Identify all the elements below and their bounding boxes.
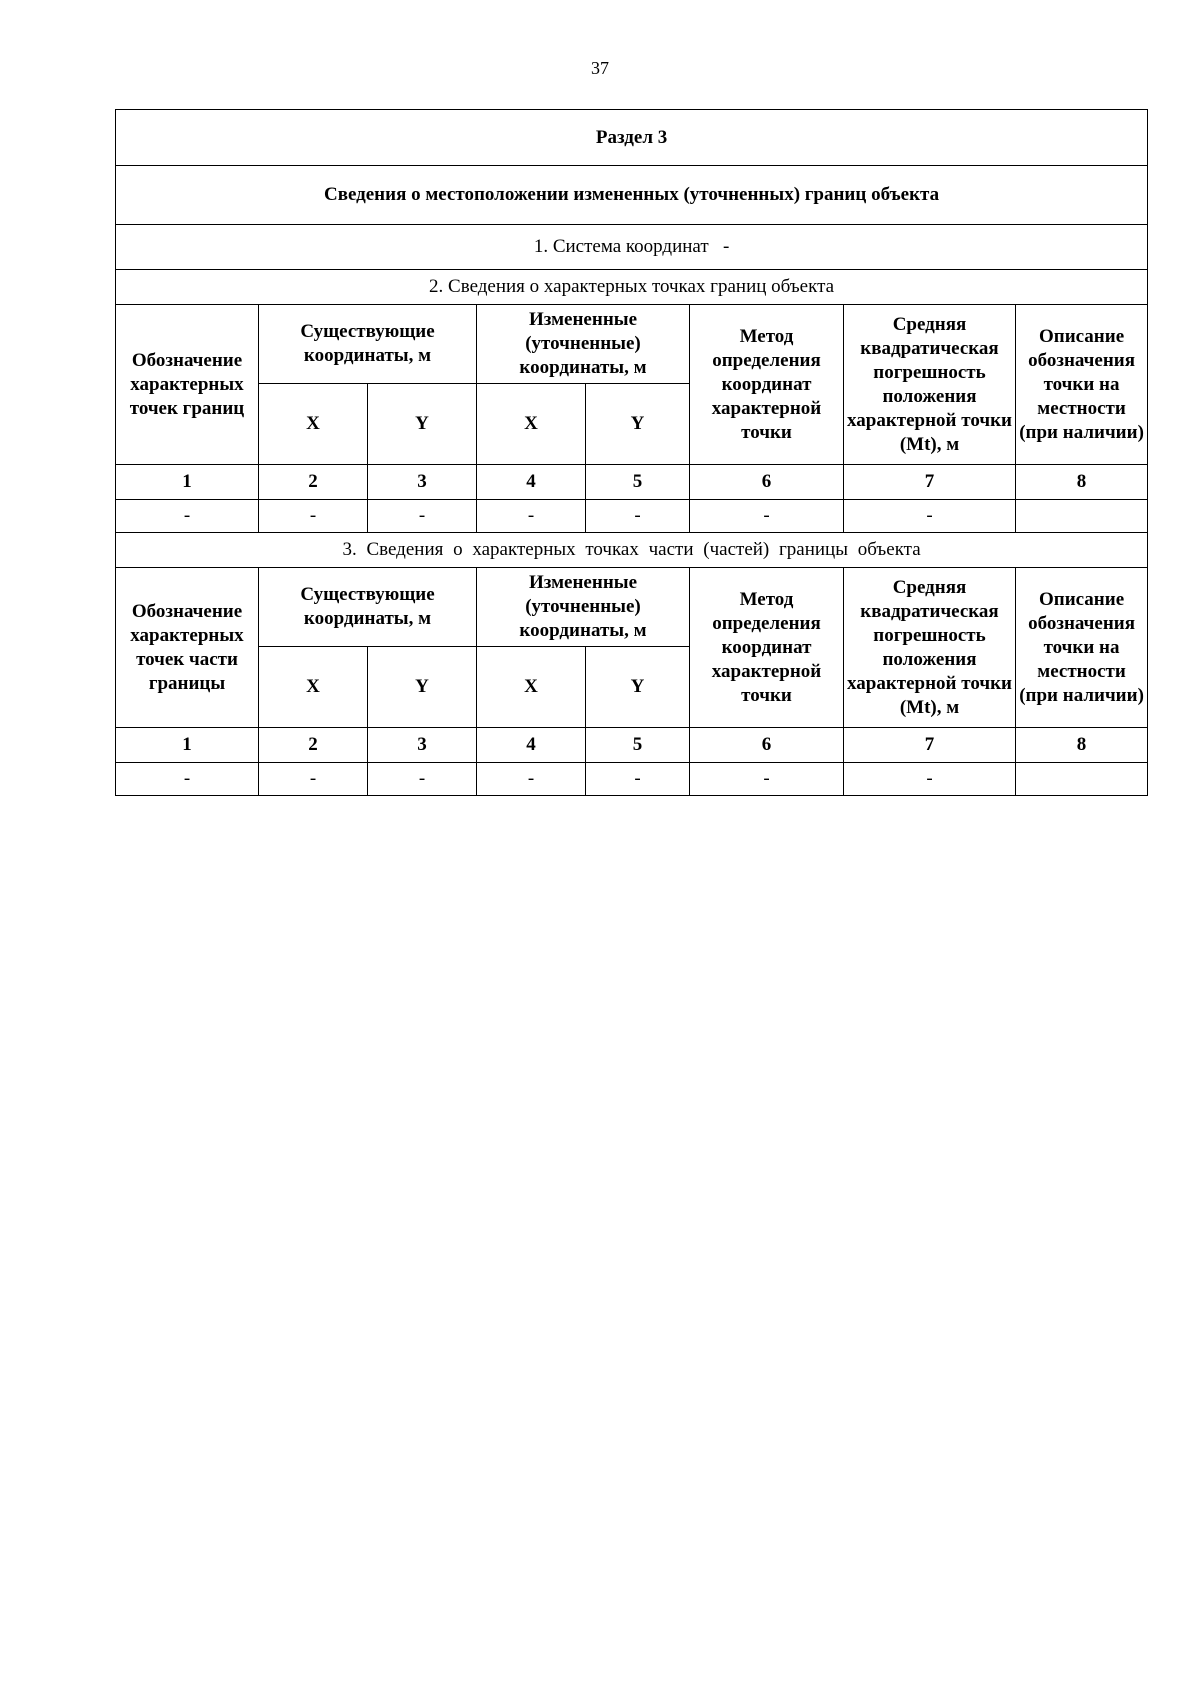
coordinate-system-value: - <box>722 236 730 257</box>
s2-colnum: 4 <box>477 465 586 500</box>
table-cell: - <box>844 763 1016 796</box>
s2-header-y-changed: Y <box>586 384 690 465</box>
s2-header-y-existing: Y <box>368 384 477 465</box>
table-cell: - <box>116 763 259 796</box>
s2-header-description: Описание обозначения точки на местности (при наличии) <box>1016 305 1148 465</box>
s2-header-changed: Измененные (уточненные) координаты, м <box>477 305 690 384</box>
s3-header-designation: Обозначение характерных точек части границы <box>116 568 259 728</box>
s3-header-error: Средняя квадратическая погрешность положения характерной точки (Mt), м <box>844 568 1016 728</box>
section3-title: 3. Сведения о характерных точках части (частей) границы объекта <box>116 533 1148 568</box>
table-cell: - <box>477 500 586 533</box>
s3-colnum: 6 <box>690 728 844 763</box>
table-cell: - <box>368 763 477 796</box>
section-subtitle: Сведения о местоположении измененных (уточненных) границ объекта <box>116 166 1148 225</box>
s3-header-y-existing: Y <box>368 647 477 728</box>
s2-colnum: 1 <box>116 465 259 500</box>
table-cell <box>1016 500 1148 533</box>
table-cell: - <box>690 763 844 796</box>
s3-colnum: 1 <box>116 728 259 763</box>
s2-column-numbers-row <box>116 465 1148 500</box>
s2-colnum: 7 <box>844 465 1016 500</box>
s3-colnum: 3 <box>368 728 477 763</box>
table-cell: - <box>477 763 586 796</box>
s3-header-y-changed: Y <box>586 647 690 728</box>
s3-header-changed: Измененные (уточненные) координаты, м <box>477 568 690 647</box>
s3-colnum: 4 <box>477 728 586 763</box>
section-title: Раздел 3 <box>116 110 1148 166</box>
s2-header-designation: Обозначение характерных точек границ <box>116 305 259 465</box>
s2-colnum: 8 <box>1016 465 1148 500</box>
s2-colnum: 5 <box>586 465 690 500</box>
table-cell: - <box>259 500 368 533</box>
s3-header-x-existing: X <box>259 647 368 728</box>
section2-title: 2. Сведения о характерных точках границ объекта <box>116 270 1148 305</box>
s3-colnum: 5 <box>586 728 690 763</box>
s2-header-x-changed: X <box>477 384 586 465</box>
table-row <box>116 763 1148 796</box>
s3-colnum: 2 <box>259 728 368 763</box>
s3-colnum: 8 <box>1016 728 1148 763</box>
table-row <box>116 500 1148 533</box>
table-cell: - <box>586 500 690 533</box>
table-cell <box>1016 763 1148 796</box>
s3-header-description: Описание обозначения точки на местности (при наличии) <box>1016 568 1148 728</box>
s3-colnum: 7 <box>844 728 1016 763</box>
coordinate-system-row <box>116 225 1148 270</box>
table-cell: - <box>116 500 259 533</box>
section-3-table <box>115 109 1148 796</box>
table-cell: - <box>844 500 1016 533</box>
s2-colnum: 3 <box>368 465 477 500</box>
table-cell: - <box>259 763 368 796</box>
s2-header-method: Метод определения координат характерной точки <box>690 305 844 465</box>
table-cell: - <box>690 500 844 533</box>
table-cell: - <box>368 500 477 533</box>
s2-header-x-existing: X <box>259 384 368 465</box>
page-number: 37 <box>591 58 609 78</box>
table-cell: - <box>586 763 690 796</box>
s2-header-error: Средняя квадратическая погрешность положения характерной точки (Mt), м <box>844 305 1016 465</box>
coordinate-system-label: 1. Система координат <box>533 236 709 257</box>
s2-colnum: 2 <box>259 465 368 500</box>
s2-header-existing: Существующие координаты, м <box>259 305 477 384</box>
s3-header-method: Метод определения координат характерной точки <box>690 568 844 728</box>
s3-column-numbers-row <box>116 728 1148 763</box>
s3-header-existing: Существующие координаты, м <box>259 568 477 647</box>
s3-header-x-changed: X <box>477 647 586 728</box>
s2-colnum: 6 <box>690 465 844 500</box>
